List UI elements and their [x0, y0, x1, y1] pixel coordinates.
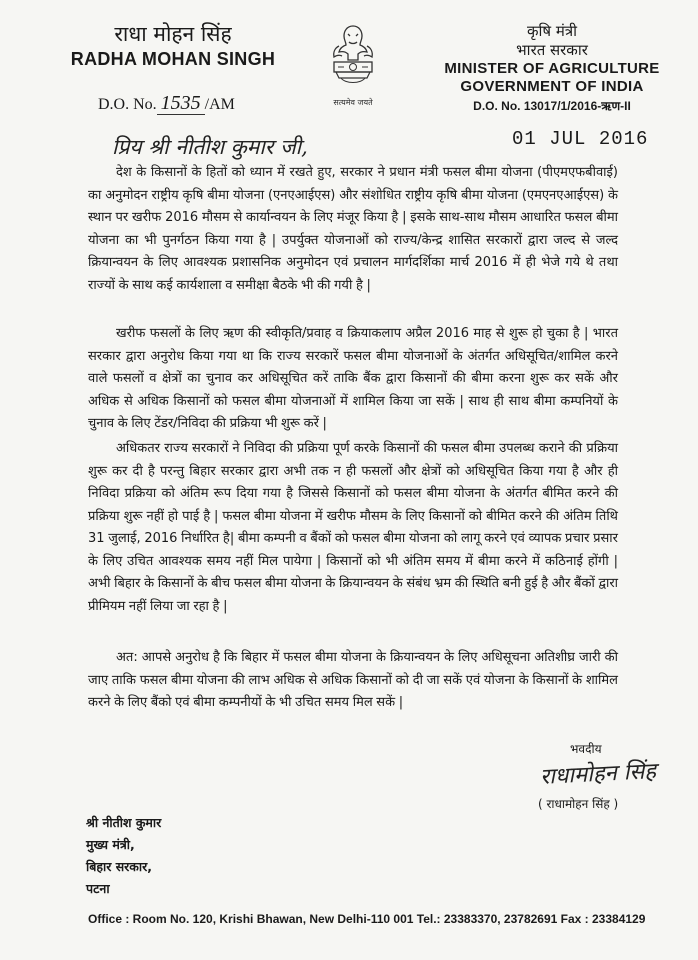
national-emblem	[318, 20, 388, 112]
emblem-motto: सत्यमेव जयते	[333, 98, 373, 107]
addressee-line: मुख्य मंत्री,	[86, 837, 135, 852]
addressee-block	[86, 812, 161, 900]
addressee-line: श्री नीतीश कुमार	[86, 815, 162, 830]
addressee-line: पटना	[86, 881, 110, 896]
handwritten-signature: राधामोहन सिंह	[539, 758, 657, 791]
government-english: GOVERNMENT OF INDIA	[460, 78, 644, 95]
paragraph-2: खरीफ फसलों के लिए ऋण की स्वीकृति/प्रवाह व क्रियाकलाप अप्रैल 2016 माह से शुरू हो चुका है | भारत सरकार द्वारा अनुरोध किया गया था कि राज्य सरकारें फसल बीमा योजनाओं के अंतर्गत अधिसूचित/शामिल करने वाले फसलों व क्षेत्रों का चुनाव कर अधिसूचित करें ताकि बैंक द्वारा किसानों की बीमा करना शुरू कर सकें और अधिक से अधिक किसानों को फसल बीमा योजनाओं में शामिल किया जा सकें | साथ ही साथ बीमा कम्पनियों के चुनाव के लिए टेंडर/निविदा की प्रक्रिया भी शुरू करें |	[88, 326, 618, 431]
closing-line: भवदीय	[570, 742, 602, 756]
office-title-block	[432, 22, 672, 115]
do-suffix: /AM	[204, 96, 235, 113]
date-stamp: 01 JUL 2016	[512, 128, 649, 150]
government-hindi: भारत सरकार	[516, 41, 588, 59]
paragraph-3: अधिकतर राज्य सरकारों ने निविदा की प्रक्रिया पूर्ण करके किसानों की फसल बीमा उपलब्ध कराने की प्रक्रिया शुरू कर दी है परन्तु बिहार सरकार द्वारा अभी तक न ही फसलों और क्षेत्रों को अधिसूचित किया गया है और ही निविदा प्रक्रिया को अंतिम रूप दिया गया है जिससे किसानों को फसल बीमा योजना के अंतर्गत बीमित करने की प्रक्रिया शुरू नहीं हो पाई है | फसल बीमा योजना में खरीफ मौसम के लिए किसानों को बीमित करने की अंतिम तिथि 31 जुलाई, 2016 निर्धारित है| बीमा कम्पनी व बैंकों को फसल बीमा योजना को लागू करने एवं व्यापक प्रचार प्रसार के लिए उचित आवश्यक समय नहीं मिल पायेगा | किसानों को भी अंतिम समय में बीमा करने में कठिनाई होंगी | अभी बिहार के किसानों के बीच फसल बीमा योजना के क्रियान्वयन के संबंध भ्रम की स्थिति बनी हुई है और बैंकों द्वारा प्रीमियम नहीं लिया जा रहा है |	[88, 441, 618, 614]
paragraph-4: अत: आपसे अनुरोध है कि बिहार में फसल बीमा योजना के क्रियान्वयन के लिए अधिसूचना अतिशीघ्र जारी की जाए ताकि फसल बीमा योजना की लाभ अधिक से अधिक किसानों को दी जा सकें एवं योजना के किसानों के शामिल करने के लिए बैंको एवं बीमा कम्पनीयों के भी उचित समय मिल सकें |	[88, 650, 618, 710]
reference-number: D.O. No. 13017/1/2016-ऋण-II	[473, 99, 631, 113]
office-address-footer: Office : Room No. 120, Krishi Bhawan, New Delhi-110 001 Tel.: 23383370, 23782691 Fax : 23384129	[88, 912, 646, 926]
addressee-line: बिहार सरकार,	[86, 859, 152, 874]
sender-name-block	[68, 22, 278, 70]
do-number-line	[98, 92, 235, 115]
lion-capital-icon	[325, 20, 381, 98]
do-number-handwritten: 1535	[157, 92, 205, 115]
minister-title-english: MINISTER OF AGRICULTURE	[444, 60, 660, 77]
minister-title-hindi: कृषि मंत्री	[527, 22, 577, 40]
do-prefix: D.O. No.	[98, 96, 157, 113]
sender-name-english: RADHA MOHAN SINGH	[70, 49, 276, 69]
sender-name-hindi: राधा मोहन सिंह	[114, 22, 232, 46]
salutation-handwritten: प्रिय श्री नीतीश कुमार जी,	[112, 135, 308, 159]
signatory-name: ( राधामोहन सिंह )	[538, 797, 619, 811]
paragraph-1: देश के किसानों के हितों को ध्यान में रखते हुए, सरकार ने प्रधान मंत्री फसल बीमा योजना (पीएमएफबीवाई) का अनुमोदन राष्ट्रीय कृषि बीमा योजना (एनएआईएस) और संशोधित राष्ट्रीय कृषि बीमा योजना (एमएनएआईएस) के स्थान पर खरीफ 2016 मौसम से कार्यान्वयन के लिए मंजूर किया है | इसके साथ-साथ मौसम आधारित फसल बीमा योजना का भी पुनर्गठन किया गया है | उपर्युक्त योजनाओं को राज्य/केन्द्र शासित सरकारों द्वारा जल्द से जल्द क्रियान्वयन के लिए आवश्यक प्रशासनिक अनुमोदन एवं प्रचालन मार्गदर्शिका मार्च 2016 में ही भेजे गये थे तथा राज्यों के साथ कई कार्यशाला व समीक्षा बैठके भी की गयी है |	[88, 165, 618, 293]
